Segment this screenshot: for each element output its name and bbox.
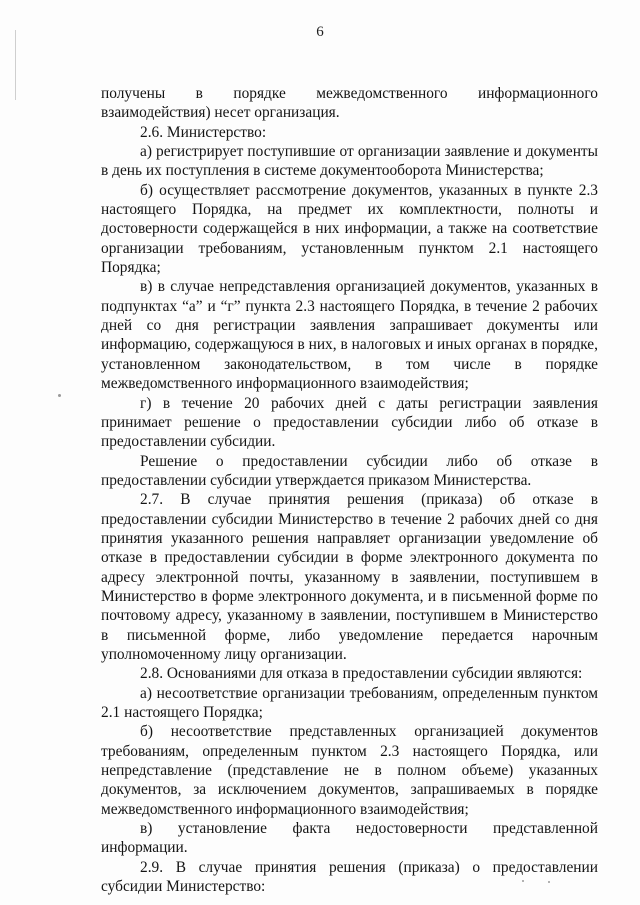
paragraph: 2.9. В случае принятия решения (приказа) о предоставлении субсидии Министерство:	[101, 858, 598, 896]
paragraph: б) несоответствие представленных организацией документов требованиям, определенным пунктом 2.3 настоящего Порядка, или непредставление (представление не в полном объеме) указанных документов, за исключением документов, запрашиваемых в порядке межведомственного информационного взаимодействия;	[101, 723, 598, 818]
page-number: 6	[316, 24, 324, 40]
paragraph: получены в порядке межведомственного информационного взаимодействия) несет организация.	[101, 85, 598, 122]
scan-speck	[522, 880, 524, 882]
scan-speck	[58, 394, 61, 397]
scan-speck	[548, 881, 550, 883]
paragraph: 2.6. Министерство:	[140, 123, 267, 141]
paragraph: а) несоответствие организации требованиям, определенным пунктом 2.1 настоящего Порядка;	[101, 684, 598, 721]
paragraph: б) осуществляет рассмотрение документов, указанных в пункте 2.3 настоящего Порядка, на предмет их комплектности, полноты и достоверности содержащейся в них информации, а также на соответствие организации требованиям, установленным пунктом 2.1 настоящего Порядка;	[101, 181, 598, 277]
document-body	[101, 84, 598, 896]
paragraph: 2.7. В случае принятия решения (приказа) об отказе в предоставлении субсидии Министерство в течение 2 рабочих дней со дня принятия указанного решения направляет организации уведомление об отказе в предоставлении субсидии в форме электронного документа по адресу электронной почты, указанному в заявлении, поступившем в Министерство в форме электронного документа, и в письменной форме по почтовому адресу, указанному в заявлении, поступившем в Министерство в письменной форме, либо уведомление передается нарочным уполномоченному лицу организации.	[101, 491, 598, 663]
paragraph: а) регистрирует поступившие от организации заявление и документы в день их поступления в системе документооборота Министерства;	[101, 143, 598, 180]
paragraph: 2.8. Основаниями для отказа в предоставлении субсидии являются:	[140, 665, 583, 683]
paragraph: в) в случае непредставления организацией документов, указанных в подпунктах “а” и “г” пункта 2.3 настоящего Порядка, в течение 2 рабочих дней со дня регистрации заявления запрашивает документы или информацию, содержащуюся в них, в налоговых и иных органах в порядке, установленном законодательством, в том числе в порядке межведомственного информационного взаимодействия;	[101, 278, 598, 393]
paragraph: в) установление факта недостоверности представленной информации.	[101, 820, 598, 857]
paragraph: Решение о предоставлении субсидии либо об отказе в предоставлении субсидии утверждается приказом Министерства.	[101, 452, 598, 489]
paragraph: г) в течение 20 рабочих дней с даты регистрации заявления принимает решение о предоставлении субсидии либо об отказе в предоставлении субсидии.	[101, 394, 598, 451]
